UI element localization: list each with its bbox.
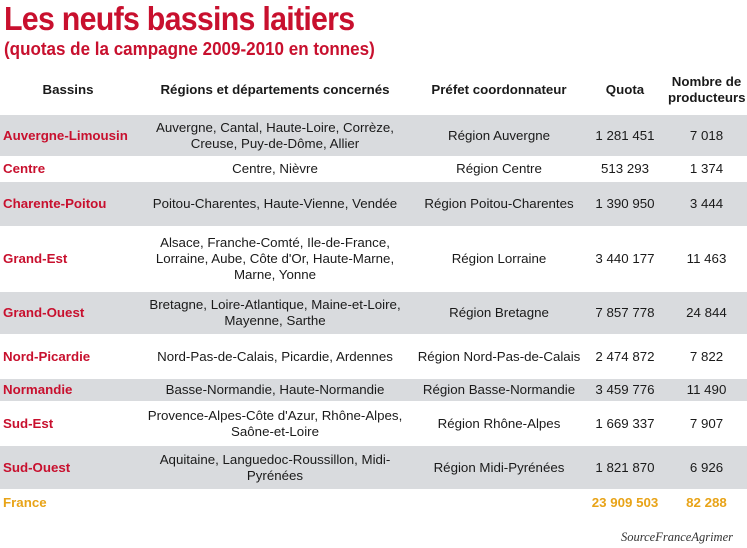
bassin-cell: Sud-Est xyxy=(0,402,136,445)
header-prefet: Préfet coordonnateur xyxy=(414,67,584,114)
prefet-cell: Région Basse-Normandie xyxy=(414,378,584,402)
regions-cell: Alsace, Franche-Comté, Ile-de-France, Lorraine, Aube, Côte d'Or, Haute-Marne, Marne, Yonne xyxy=(136,227,414,291)
table-header-row xyxy=(0,67,747,114)
bassin-cell: Centre xyxy=(0,157,136,181)
table-row xyxy=(0,335,747,378)
header-quota: Quota xyxy=(584,67,666,114)
bassin-cell: Charente-Poitou xyxy=(0,181,136,227)
total-label: France xyxy=(0,490,136,514)
table-row xyxy=(0,181,747,227)
total-producteurs: 82 288 xyxy=(666,490,747,514)
bassin-cell: Normandie xyxy=(0,378,136,402)
prefet-cell: Région Auvergne xyxy=(414,114,584,157)
prefet-cell: Région Lorraine xyxy=(414,227,584,291)
table-row xyxy=(0,445,747,490)
regions-cell: Poitou-Charentes, Haute-Vienne, Vendée xyxy=(136,181,414,227)
producteurs-cell: 1 374 xyxy=(666,157,747,181)
quota-cell: 1 390 950 xyxy=(584,181,666,227)
bassin-cell: Sud-Ouest xyxy=(0,445,136,490)
producteurs-cell: 24 844 xyxy=(666,291,747,335)
quota-cell: 7 857 778 xyxy=(584,291,666,335)
quota-cell: 2 474 872 xyxy=(584,335,666,378)
header-bassins: Bassins xyxy=(0,67,136,114)
regions-cell: Aquitaine, Languedoc-Roussillon, Midi-Pyrénées xyxy=(136,445,414,490)
source-credit: SourceFranceAgrimer xyxy=(620,530,733,544)
producteurs-cell: 7 907 xyxy=(666,402,747,445)
table-row xyxy=(0,378,747,402)
prefet-cell: Région Centre xyxy=(414,157,584,181)
quota-cell: 1 669 337 xyxy=(584,402,666,445)
page-subtitle: (quotas de la campagne 2009-2010 en tonnes) xyxy=(4,38,375,59)
quota-table xyxy=(0,67,747,514)
regions-cell: Provence-Alpes-Côte d'Azur, Rhône-Alpes, Saône-et-Loire xyxy=(136,402,414,445)
table-row xyxy=(0,402,747,445)
table-row xyxy=(0,291,747,335)
regions-cell: Centre, Nièvre xyxy=(136,157,414,181)
producteurs-cell: 7 822 xyxy=(666,335,747,378)
quota-cell: 3 440 177 xyxy=(584,227,666,291)
total-empty-cell xyxy=(136,490,414,514)
table-row xyxy=(0,114,747,157)
total-row xyxy=(0,490,747,514)
regions-cell: Bretagne, Loire-Atlantique, Maine-et-Loire, Mayenne, Sarthe xyxy=(136,291,414,335)
total-empty-cell xyxy=(414,490,584,514)
prefet-cell: Région Midi-Pyrénées xyxy=(414,445,584,490)
prefet-cell: Région Bretagne xyxy=(414,291,584,335)
producteurs-cell: 11 463 xyxy=(666,227,747,291)
header-producteurs: Nombre de producteurs xyxy=(666,67,747,114)
bassin-cell: Auvergne-Limousin xyxy=(0,114,136,157)
producteurs-cell: 7 018 xyxy=(666,114,747,157)
quota-cell: 1 821 870 xyxy=(584,445,666,490)
total-quota: 23 909 503 xyxy=(584,490,666,514)
prefet-cell: Région Rhône-Alpes xyxy=(414,402,584,445)
bassin-cell: Grand-Est xyxy=(0,227,136,291)
regions-cell: Nord-Pas-de-Calais, Picardie, Ardennes xyxy=(136,335,414,378)
quota-cell: 513 293 xyxy=(584,157,666,181)
table-row xyxy=(0,157,747,181)
regions-cell: Auvergne, Cantal, Haute-Loire, Corrèze, Creuse, Puy-de-Dôme, Allier xyxy=(136,114,414,157)
producteurs-cell: 3 444 xyxy=(666,181,747,227)
header-regions: Régions et départements concernés xyxy=(136,67,414,114)
producteurs-cell: 6 926 xyxy=(666,445,747,490)
quota-cell: 3 459 776 xyxy=(584,378,666,402)
producteurs-cell: 11 490 xyxy=(666,378,747,402)
prefet-cell: Région Poitou-Charentes xyxy=(414,181,584,227)
bassin-cell: Nord-Picardie xyxy=(0,335,136,378)
prefet-cell: Région Nord-Pas-de-Calais xyxy=(414,335,584,378)
regions-cell: Basse-Normandie, Haute-Normandie xyxy=(136,378,414,402)
page-title: Les neufs bassins laitiers xyxy=(4,0,355,37)
quota-cell: 1 281 451 xyxy=(584,114,666,157)
table-row xyxy=(0,227,747,291)
bassin-cell: Grand-Ouest xyxy=(0,291,136,335)
